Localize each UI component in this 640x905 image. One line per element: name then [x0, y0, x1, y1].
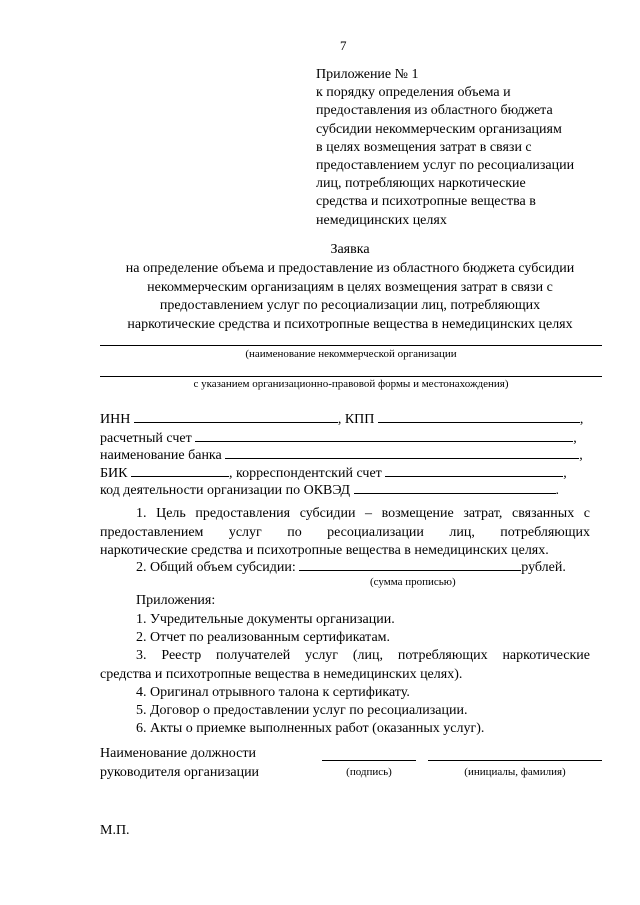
org-form-caption: с указанием организационно-правовой формы и местонахождения) — [193, 378, 509, 390]
purpose-line: предоставлением услуг по ресоциализации лиц, потребляющих — [100, 524, 590, 540]
attachment-item: 2. Отчет по реализованным сертификатам. — [136, 630, 391, 645]
account-label: расчетный счет — [100, 431, 192, 446]
org-form-line[interactable] — [100, 376, 602, 377]
purpose-line: наркотические средства и психотропные вещества в немедицинских целях. — [100, 543, 549, 558]
comma: , — [573, 431, 577, 446]
okved-field[interactable] — [354, 481, 556, 494]
corr-account-field[interactable] — [385, 464, 563, 477]
comma: , — [579, 412, 584, 427]
org-name-caption: (наименование некоммерческой организации — [245, 348, 457, 360]
appendix-line: в целях возмещения затрат в связи с — [316, 139, 532, 155]
amount-row — [136, 558, 566, 576]
amount-label: 2. Общий объем субсидии: — [136, 560, 296, 575]
signature-line: руководителя организации — [100, 764, 260, 780]
comma: , — [579, 448, 583, 463]
attachments-heading: Приложения: — [136, 593, 216, 608]
okved-label: код деятельности организации по ОКВЭД — [100, 483, 351, 498]
subject-line: на определение объема и предоставление из областного бюджета субсидии — [125, 261, 575, 276]
appendix-line: Приложение № 1 — [316, 67, 419, 82]
attachment-item: 1. Учредительные документы организации. — [136, 612, 395, 627]
attachment-item — [100, 647, 590, 684]
amount-caption: (сумма прописью) — [370, 576, 456, 588]
period: . — [555, 483, 560, 498]
appendix-line: средства и психотропные вещества в — [316, 194, 536, 210]
inn-label: ИНН — [100, 412, 131, 427]
name-caption: (инициалы, фамилия) — [464, 766, 566, 778]
appendix-line: лиц, потребляющих наркотические — [316, 176, 526, 192]
subject-line: предоставлением услуг по ресоциализации лиц, потребляющих — [159, 298, 541, 313]
stamp-place: М.П. — [100, 823, 130, 838]
appendix-line: немедицинских целях — [316, 212, 447, 228]
bank-field[interactable] — [225, 446, 579, 459]
signature-line: Наименование должности — [100, 746, 256, 761]
inn-row — [100, 410, 583, 428]
appendix-line: к порядку определения объема и — [316, 85, 511, 101]
bik-field[interactable] — [131, 464, 229, 477]
signature-position-label — [100, 745, 259, 782]
attachment-item-line: средства и психотропные вещества в немедицинских целях). — [100, 666, 463, 682]
signature-field[interactable] — [322, 760, 416, 761]
page-number: 7 — [340, 38, 347, 53]
account-field[interactable] — [195, 429, 573, 442]
org-name-line[interactable] — [100, 345, 602, 346]
signature-caption: (подпись) — [346, 766, 392, 778]
amount-field[interactable] — [299, 558, 521, 571]
attachment-item: 5. Договор о предоставлении услуг по ресоциализации. — [136, 703, 468, 718]
bank-row — [100, 446, 583, 464]
comma: , — [563, 466, 567, 481]
kpp-field[interactable] — [378, 410, 580, 423]
appendix-line: предоставлением услуг по ресоциализации — [316, 158, 575, 174]
appendix-block — [316, 66, 616, 230]
document-subject — [90, 260, 610, 334]
account-row — [100, 429, 577, 447]
subject-line: наркотические средства и психотропные вещества в немедицинских целях — [127, 316, 573, 332]
kpp-label: , КПП — [337, 412, 375, 427]
appendix-line: предоставления из областного бюджета — [316, 103, 553, 119]
appendix-line: субсидии некоммерческим организациям — [316, 121, 562, 137]
subject-line: некоммерческим организациям в целях возмещения затрат в связи с — [147, 279, 553, 295]
bik-label: БИК — [100, 466, 128, 481]
document-title: Заявка — [330, 242, 370, 257]
attachment-item: 4. Оригинал отрывного талона к сертификату. — [136, 685, 410, 700]
okved-row — [100, 481, 559, 499]
bik-row — [100, 464, 567, 482]
amount-unit: рублей. — [521, 560, 566, 575]
inn-field[interactable] — [134, 410, 338, 423]
attachment-item: 6. Акты о приемке выполненных работ (оказанных услуг). — [136, 721, 485, 736]
name-field[interactable] — [428, 760, 602, 761]
purpose-paragraph — [100, 505, 590, 561]
bank-label: наименование банка — [100, 448, 222, 463]
purpose-line: 1. Цель предоставления субсидии – возмещение затрат, связанных с — [136, 506, 590, 521]
attachment-item-line: 3. Реестр получателей услуг (лиц, потребляющих наркотические — [136, 648, 590, 663]
corr-account-label: , корреспондентский счет — [229, 466, 382, 481]
